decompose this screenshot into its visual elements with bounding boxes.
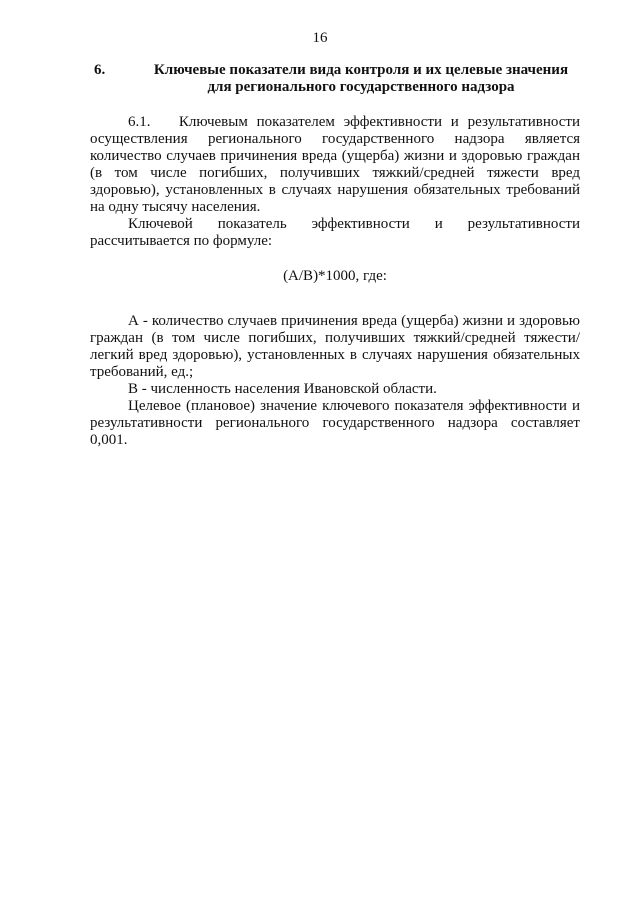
clause-6-1 [90, 114, 580, 216]
definition-a: А - количество случаев причинения вреда (ущерба) жизни и здоровью граждан (в том числе погибших, получивших тяжкий/средней тяжести/легкий вред здоровью), установленных в случаях нарушения обязательных требований, ед.; [90, 313, 580, 380]
section-number: 6. [94, 62, 106, 78]
section-title [90, 62, 580, 96]
formula: (А/В)*1000, где: [283, 268, 387, 284]
page-number: 16 [312, 30, 328, 46]
clause-number: 6.1. [128, 114, 151, 130]
definition-b: В - численность населения Ивановской области. [128, 381, 437, 397]
clause-6-1-text: Ключевым показателем эффективности и результативности осуществления регионального государственного надзора является количество случаев причинения вреда (ущерба) жизни и здоровью граждан (в том числе погибших, получивших тяжкий/средней тяжести вред здоровью), установленных в случаях нарушения обязательных требований на одну тысячу населения. [90, 114, 581, 215]
section-heading: Ключевые показатели вида контроля и их целевые значения для регионального государственного надзора [153, 62, 569, 95]
formula-intro: Ключевой показатель эффективности и результативности рассчитывается по формуле: [90, 216, 580, 249]
document-content [90, 62, 580, 449]
target-value: Целевое (плановое) значение ключевого показателя эффективности и результативности регионального государственного надзора составляет 0,001. [90, 398, 580, 448]
